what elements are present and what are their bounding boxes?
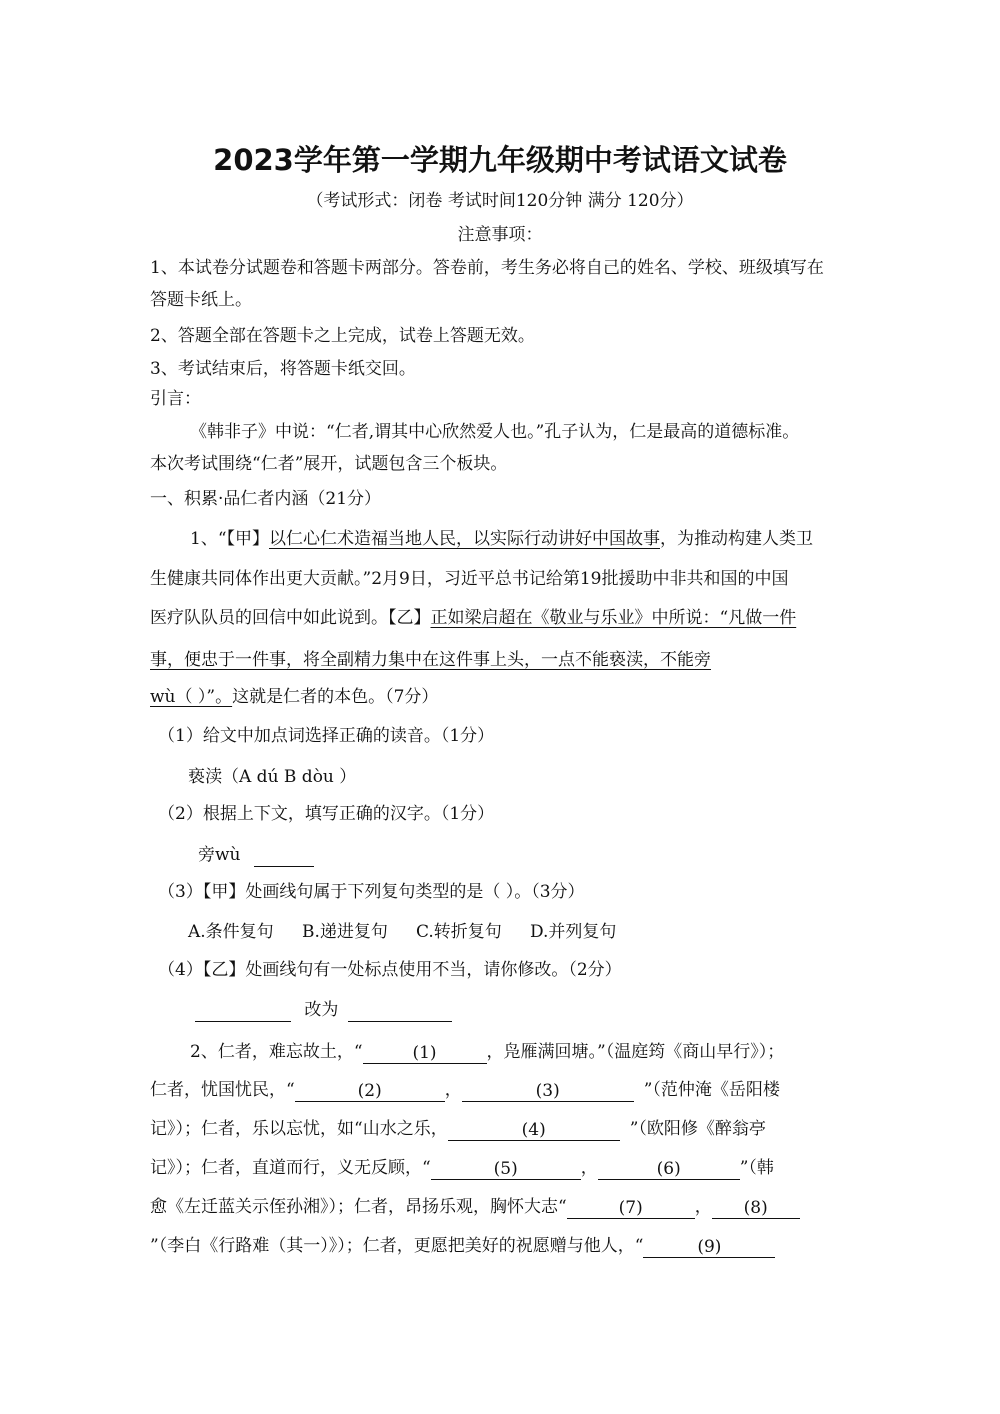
q2-text: 记》）；仁者，乐以忘忧，如“山水之乐， <box>150 1119 448 1139</box>
q1-line <box>150 606 796 630</box>
section-heading: 一、积累·品仁者内涵（21分） <box>150 489 382 509</box>
choice-c: C.转折复句 <box>416 922 502 942</box>
fill-blank-5[interactable]: (5) <box>431 1159 581 1180</box>
notice-item: 2、答题全部在答题卡之上完成，试卷上答题无效。 <box>150 326 535 346</box>
q2-text: 2、仁者，难忘故土，“ <box>190 1042 363 1062</box>
q2-text: 记》）；仁者，直道而行，义无反顾，“ <box>150 1158 431 1178</box>
answer-blank[interactable] <box>254 846 314 867</box>
choice-b: B.递进复句 <box>302 922 388 942</box>
notice-heading: 注意事项： <box>457 225 543 245</box>
q2-line <box>150 1195 800 1219</box>
fill-blank-1[interactable]: (1) <box>363 1043 487 1064</box>
q1-text: 1、“【甲】 <box>190 529 270 549</box>
answer-label: 旁wù <box>198 845 241 865</box>
q2-text: ， <box>444 1080 462 1100</box>
q1-line: 事，便忠于一件事，将全副精力集中在这件事上头，一点不能亵渎，不能旁 <box>150 650 711 670</box>
underlined-sentence-yi: wù（ ）”。 <box>150 687 233 707</box>
q2-text: 仁者，忧国忧民，“ <box>150 1080 295 1100</box>
q2-text: ”（韩 <box>739 1158 774 1178</box>
q1-text: ，为推动构建人类卫 <box>660 529 814 549</box>
q2-text: 愈《左迁蓝关示侄孙湘》）；仁者，昂扬乐观，胸怀大志“ <box>150 1197 567 1217</box>
fill-blank-3[interactable]: (3) <box>462 1081 634 1102</box>
fill-blank-8[interactable]: (8) <box>712 1198 800 1219</box>
correction-line <box>195 998 452 1022</box>
sub-question-4: （4）【乙】处画线句有一处标点使用不当，请你修改。（2分） <box>158 960 622 980</box>
choice-a: A.条件复句 <box>188 922 274 942</box>
answer-line <box>198 843 314 867</box>
q1-line: 生健康共同体作出更大贡献。”2月9日，习近平总书记给第19批援助中非共和国的中国 <box>150 569 789 589</box>
choice-d: D.并列复句 <box>530 922 617 942</box>
intro-text: 本次考试围绕“仁者”展开，试题包含三个板块。 <box>150 454 508 474</box>
sub-question-2: （2）根据上下文，填写正确的汉字。（1分） <box>158 804 495 824</box>
fill-blank-7[interactable]: (7) <box>567 1198 695 1219</box>
sub-question-1: （1）给文中加点词选择正确的读音。（1分） <box>158 726 495 746</box>
q2-text: ， <box>694 1197 712 1217</box>
q2-line <box>190 1040 784 1064</box>
q1-line <box>150 685 438 709</box>
pronunciation-options: 亵渎（A dú B dòu ） <box>188 767 357 787</box>
q2-line <box>150 1156 774 1180</box>
intro-label: 引言： <box>150 389 201 409</box>
answer-blank[interactable] <box>348 1001 452 1022</box>
q2-line <box>150 1117 766 1141</box>
q1-line <box>190 527 813 551</box>
q2-text: ”（范仲淹《岳阳楼 <box>643 1080 780 1100</box>
q2-text: ， <box>580 1158 598 1178</box>
q2-text: ，凫雁满回塘。”（温庭筠《商山早行》）； <box>486 1042 785 1062</box>
q2-text: ”（李白《行路难（其一）》）；仁者，更愿把美好的祝愿赠与他人，“ <box>150 1236 644 1256</box>
fill-blank-4[interactable]: (4) <box>448 1120 620 1141</box>
q2-line <box>150 1234 775 1258</box>
exam-title: 2023学年第一学期九年级期中考试语文试卷 <box>213 143 787 177</box>
q1-text: 这就是仁者的本色。（7分） <box>232 687 439 707</box>
fill-blank-9[interactable]: (9) <box>643 1237 775 1258</box>
change-to-label: 改为 <box>304 1000 339 1020</box>
q2-text: ”（欧阳修《醉翁亭 <box>629 1119 766 1139</box>
sub-question-3: （3）【甲】处画线句属于下列复句类型的是（ ）。（3分） <box>158 882 585 902</box>
notice-item: 3、考试结束后，将答题卡纸交回。 <box>150 359 416 379</box>
notice-item: 1、本试卷分试题卷和答题卡两部分。答卷前，考生务必将自己的姓名、学校、班级填写在 <box>150 258 824 278</box>
notice-item: 答题卡纸上。 <box>150 290 252 310</box>
underlined-sentence-jia: 以仁心仁术造福当地人民，以实际行动讲好中国故事 <box>269 529 661 549</box>
q1-text: 医疗队队员的回信中如此说到。【乙】 <box>150 608 431 628</box>
answer-blank[interactable] <box>195 1001 291 1022</box>
underlined-sentence-yi: 正如梁启超在《敬业与乐业》中所说：“凡做一件 <box>430 608 797 628</box>
exam-info: （考试形式：闭卷 考试时间120分钟 满分 120分） <box>306 191 694 211</box>
intro-text: 《韩非子》中说：“仁者,谓其中心欣然爱人也。”孔子认为，仁是最高的道德标准。 <box>190 422 800 442</box>
fill-blank-6[interactable]: (6) <box>598 1159 740 1180</box>
fill-blank-2[interactable]: (2) <box>295 1081 445 1102</box>
q2-line <box>150 1078 780 1102</box>
